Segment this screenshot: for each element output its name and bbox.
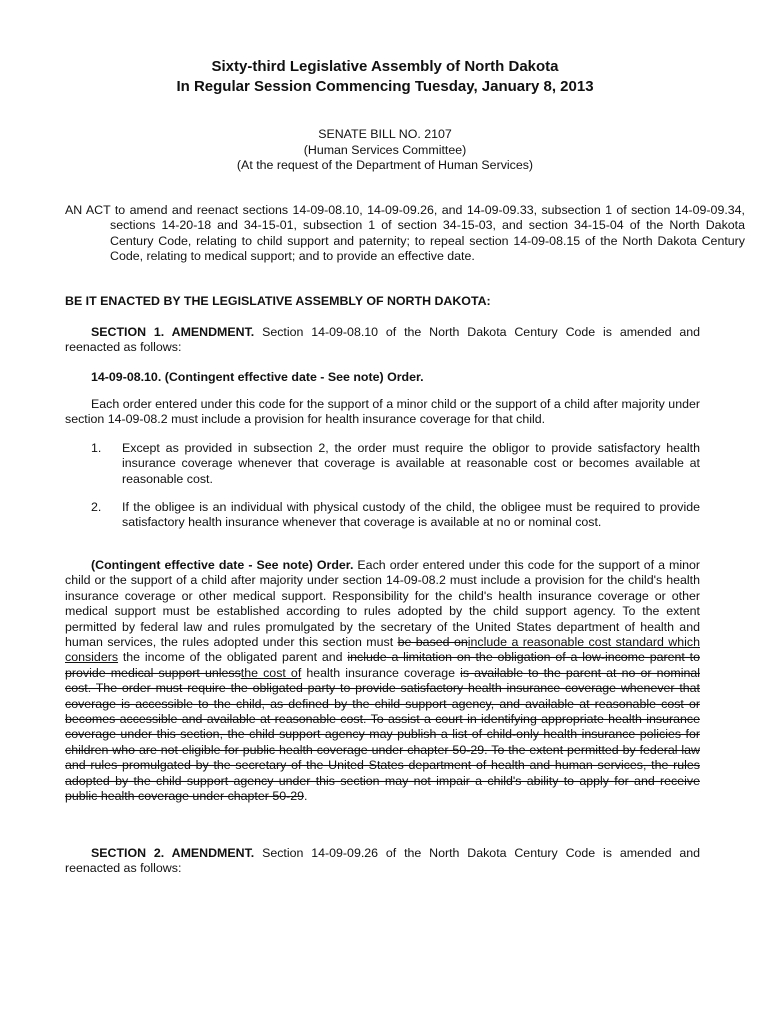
section1-intro <box>65 325 700 356</box>
bill-request: (At the request of the Department of Human Services) <box>236 158 534 172</box>
act-title: AN ACT to amend and reenact sections 14-09-08.10, 14-09-09.26, and 14-09-09.33, subsection 1 of section 14-09-09.34, sections 14-20-18 and 34-15-01, subsection 1 of section 34-15-03, and section 34-15-04 of the North Dakota Century Code, relating to child support and paternity; to repeal section 14-09-08.15 of the North Dakota Century Code, relating to medical support; and to provide an effective date. <box>65 203 745 264</box>
contingent-text: Each order entered under this code for the support of a minor child or the support of a child after majority under section 14-09-08.2 must include a provision for the child's health insurance coverage or other medical support. Responsibility for the child's health insurance coverage or other medical support must be established according to rules adopted by the child support agency. To the extent permitted by federal law and rules promulgated by the secretary of the United States department of health and human services, the rules adopted under this section must <box>65 558 700 650</box>
inserted-text: include a reasonable cost standard which considers <box>65 635 700 665</box>
code-section-heading: 14-09-08.10. (Contingent effective date - See note) Order. <box>91 370 424 384</box>
contingent-heading: (Contingent effective date - See note) Order. <box>91 558 354 572</box>
item-text: If the obligee is an individual with physical custody of the child, the obligee must be required to provide satisfactory health insurance whenever that coverage is available at no or nominal cost. <box>122 500 700 530</box>
contingent-text: the income of the obligated parent and <box>118 650 348 665</box>
deleted-text: be based on <box>397 635 468 650</box>
session-title: In Regular Session Commencing Tuesday, January 8, 2013 <box>176 78 594 95</box>
section2-heading: SECTION 2. AMENDMENT. <box>91 846 255 860</box>
inserted-text: the cost of <box>240 665 302 680</box>
bill-number: SENATE BILL NO. 2107 <box>318 127 452 141</box>
section1-heading: SECTION 1. AMENDMENT. <box>91 325 255 339</box>
enacting-clause: BE IT ENACTED BY THE LEGISLATIVE ASSEMBLY OF NORTH DAKOTA: <box>65 294 491 308</box>
item-number: 1. <box>91 441 102 455</box>
item-text: Except as provided in subsection 2, the order must require the obligor to provide satisfactory health insurance coverage whenever that coverage is available at reasonable cost or becomes available at reasonable cost. <box>122 441 700 486</box>
bill-committee: (Human Services Committee) <box>303 143 467 157</box>
section2-intro <box>65 846 700 877</box>
section1-intro-text: Section 14-09-08.10 of the North Dakota Century Code is amended and reenacted as follows: <box>65 325 701 355</box>
period: . <box>304 789 308 804</box>
section2-intro-text: Section 14-09-09.26 of the North Dakota Century Code is amended and reenacted as follows: <box>65 846 701 876</box>
contingent-order-paragraph <box>65 558 700 805</box>
deleted-text: is available to the parent at no or nominal cost. The order must require the obligated party to provide satisfactory health insurance coverage whenever that coverage is accessible to the child, as defined by the child support agency, and available at reasonable cost or becomes accessible and available at reasonable cost. To assist a court in identifying appropriate health insurance coverage under this section, the child support agency may publish a list of child-only health insurance policies for children who are not eligible for public health coverage under chapter 50-29. To the extent permitted by federal law and rules promulgated by the secretary of the United States department of health and human services, the rules adopted by the child support agency under this section may not impair a child's ability to apply for and receive public health coverage under chapter 50-29 <box>65 665 700 804</box>
deleted-text: include a limitation on the obligation of a low-income parent to provide medical support unless <box>65 650 700 680</box>
item-number: 2. <box>91 500 102 514</box>
assembly-title: Sixty-third Legislative Assembly of North Dakota <box>211 58 559 75</box>
section1-paragraph: Each order entered under this code for the support of a minor child or the support of a child after majority under section 14-09-08.2 must include a provision for health insurance coverage for that child. <box>65 397 700 427</box>
contingent-text: health insurance coverage <box>301 665 461 680</box>
